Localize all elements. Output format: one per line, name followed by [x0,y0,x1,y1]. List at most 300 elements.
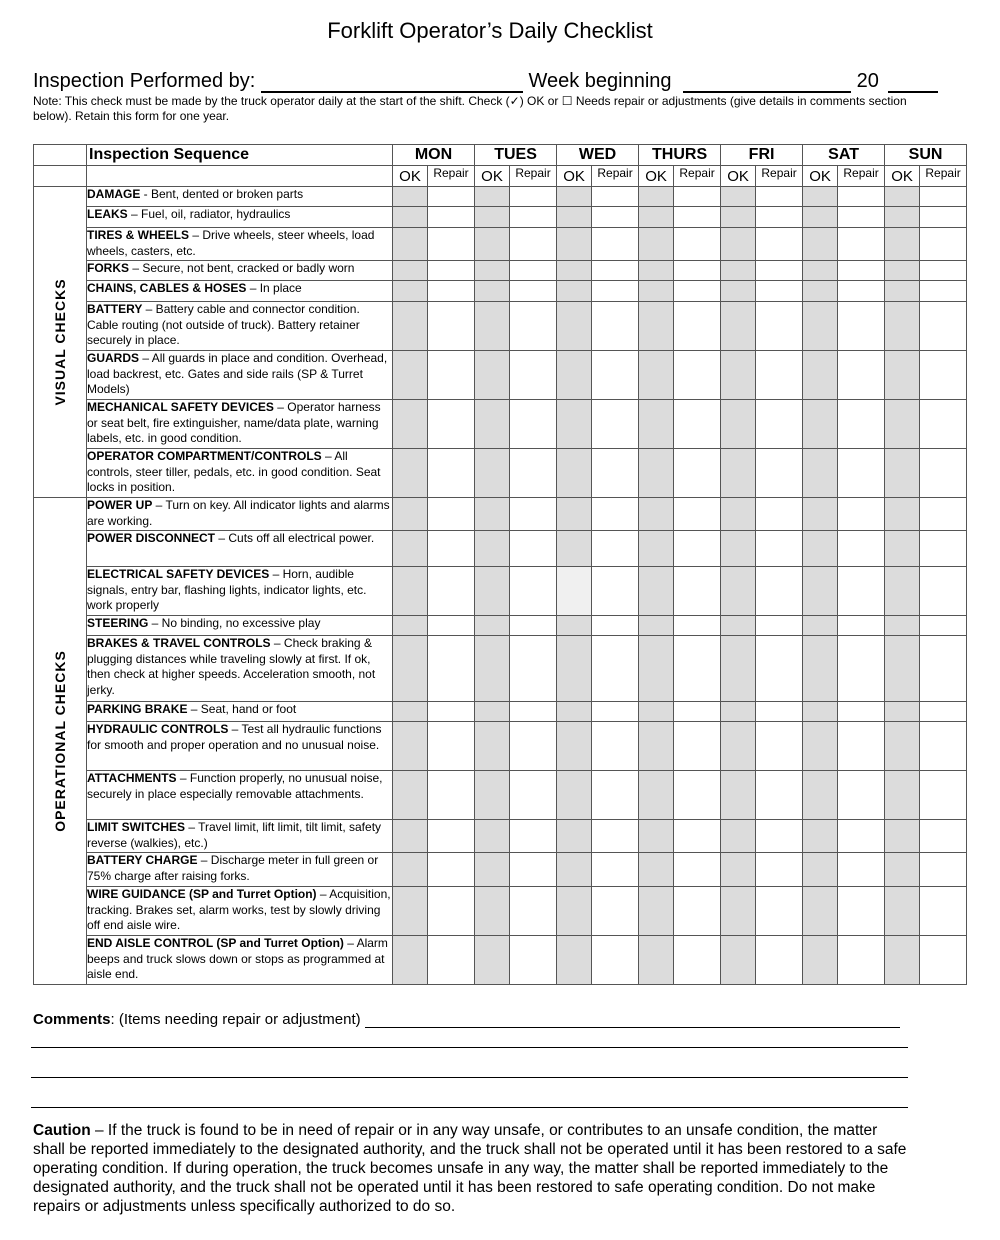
repair-checkbox-cell[interactable] [838,702,885,722]
repair-checkbox-cell[interactable] [674,702,721,722]
ok-checkbox-cell[interactable] [803,281,838,302]
repair-checkbox-cell[interactable] [756,887,803,936]
repair-checkbox-cell[interactable] [756,228,803,261]
repair-checkbox-cell[interactable] [674,820,721,853]
ok-checkbox-cell[interactable] [639,771,674,820]
repair-checkbox-cell[interactable] [674,228,721,261]
repair-checkbox-cell[interactable] [592,722,639,771]
ok-checkbox-cell[interactable] [393,636,428,702]
repair-checkbox-cell[interactable] [756,853,803,887]
repair-checkbox-cell[interactable] [838,400,885,449]
ok-checkbox-cell[interactable] [475,531,510,567]
repair-checkbox-cell[interactable] [674,187,721,207]
repair-checkbox-cell[interactable] [428,531,475,567]
repair-checkbox-cell[interactable] [428,936,475,985]
ok-checkbox-cell[interactable] [393,302,428,351]
repair-checkbox-cell[interactable] [838,351,885,400]
ok-checkbox-cell[interactable] [393,722,428,771]
repair-checkbox-cell[interactable] [920,400,967,449]
ok-checkbox-cell[interactable] [721,702,756,722]
ok-checkbox-cell[interactable] [721,853,756,887]
repair-checkbox-cell[interactable] [920,636,967,702]
repair-checkbox-cell[interactable] [756,261,803,281]
ok-checkbox-cell[interactable] [639,636,674,702]
repair-checkbox-cell[interactable] [838,722,885,771]
repair-checkbox-cell[interactable] [920,936,967,985]
repair-checkbox-cell[interactable] [674,207,721,228]
ok-checkbox-cell[interactable] [475,636,510,702]
repair-checkbox-cell[interactable] [428,887,475,936]
ok-checkbox-cell[interactable] [721,636,756,702]
ok-checkbox-cell[interactable] [721,936,756,985]
ok-checkbox-cell[interactable] [639,449,674,498]
repair-checkbox-cell[interactable] [592,281,639,302]
repair-checkbox-cell[interactable] [592,302,639,351]
ok-checkbox-cell[interactable] [475,400,510,449]
ok-checkbox-cell[interactable] [639,887,674,936]
ok-checkbox-cell[interactable] [639,853,674,887]
ok-checkbox-cell[interactable] [721,887,756,936]
ok-checkbox-cell[interactable] [393,771,428,820]
repair-checkbox-cell[interactable] [674,449,721,498]
repair-checkbox-cell[interactable] [920,302,967,351]
ok-checkbox-cell[interactable] [803,400,838,449]
ok-checkbox-cell[interactable] [885,567,920,616]
ok-checkbox-cell[interactable] [393,853,428,887]
ok-checkbox-cell[interactable] [393,207,428,228]
repair-checkbox-cell[interactable] [592,187,639,207]
ok-checkbox-cell[interactable] [803,820,838,853]
ok-checkbox-cell[interactable] [557,936,592,985]
ok-checkbox-cell[interactable] [721,616,756,636]
repair-checkbox-cell[interactable] [674,853,721,887]
ok-checkbox-cell[interactable] [885,187,920,207]
week-field[interactable] [683,71,851,93]
ok-checkbox-cell[interactable] [803,351,838,400]
ok-checkbox-cell[interactable] [803,853,838,887]
ok-checkbox-cell[interactable] [393,820,428,853]
ok-checkbox-cell[interactable] [885,302,920,351]
repair-checkbox-cell[interactable] [428,449,475,498]
repair-checkbox-cell[interactable] [920,771,967,820]
repair-checkbox-cell[interactable] [428,567,475,616]
repair-checkbox-cell[interactable] [920,722,967,771]
repair-checkbox-cell[interactable] [920,820,967,853]
ok-checkbox-cell[interactable] [557,531,592,567]
ok-checkbox-cell[interactable] [721,498,756,531]
ok-checkbox-cell[interactable] [639,302,674,351]
ok-checkbox-cell[interactable] [557,207,592,228]
ok-checkbox-cell[interactable] [885,636,920,702]
ok-checkbox-cell[interactable] [475,722,510,771]
ok-checkbox-cell[interactable] [639,936,674,985]
repair-checkbox-cell[interactable] [920,228,967,261]
repair-checkbox-cell[interactable] [592,351,639,400]
ok-checkbox-cell[interactable] [885,702,920,722]
ok-checkbox-cell[interactable] [885,449,920,498]
repair-checkbox-cell[interactable] [510,636,557,702]
repair-checkbox-cell[interactable] [510,228,557,261]
ok-checkbox-cell[interactable] [721,722,756,771]
ok-checkbox-cell[interactable] [885,400,920,449]
repair-checkbox-cell[interactable] [756,636,803,702]
repair-checkbox-cell[interactable] [838,498,885,531]
ok-checkbox-cell[interactable] [557,771,592,820]
repair-checkbox-cell[interactable] [510,449,557,498]
repair-checkbox-cell[interactable] [428,228,475,261]
repair-checkbox-cell[interactable] [920,853,967,887]
ok-checkbox-cell[interactable] [639,531,674,567]
repair-checkbox-cell[interactable] [756,567,803,616]
repair-checkbox-cell[interactable] [510,498,557,531]
repair-checkbox-cell[interactable] [592,636,639,702]
ok-checkbox-cell[interactable] [803,771,838,820]
repair-checkbox-cell[interactable] [674,498,721,531]
repair-checkbox-cell[interactable] [510,820,557,853]
repair-checkbox-cell[interactable] [428,820,475,853]
repair-checkbox-cell[interactable] [592,567,639,616]
ok-checkbox-cell[interactable] [721,228,756,261]
ok-checkbox-cell[interactable] [557,853,592,887]
repair-checkbox-cell[interactable] [428,400,475,449]
ok-checkbox-cell[interactable] [557,449,592,498]
ok-checkbox-cell[interactable] [803,636,838,702]
ok-checkbox-cell[interactable] [885,936,920,985]
ok-checkbox-cell[interactable] [885,351,920,400]
ok-checkbox-cell[interactable] [803,567,838,616]
repair-checkbox-cell[interactable] [756,722,803,771]
repair-checkbox-cell[interactable] [428,187,475,207]
repair-checkbox-cell[interactable] [510,853,557,887]
repair-checkbox-cell[interactable] [428,636,475,702]
repair-checkbox-cell[interactable] [592,498,639,531]
repair-checkbox-cell[interactable] [838,449,885,498]
ok-checkbox-cell[interactable] [475,207,510,228]
repair-checkbox-cell[interactable] [838,853,885,887]
ok-checkbox-cell[interactable] [639,702,674,722]
repair-checkbox-cell[interactable] [756,616,803,636]
ok-checkbox-cell[interactable] [557,887,592,936]
repair-checkbox-cell[interactable] [920,449,967,498]
ok-checkbox-cell[interactable] [639,616,674,636]
ok-checkbox-cell[interactable] [803,498,838,531]
ok-checkbox-cell[interactable] [721,567,756,616]
ok-checkbox-cell[interactable] [557,567,592,616]
ok-checkbox-cell[interactable] [475,351,510,400]
repair-checkbox-cell[interactable] [838,228,885,261]
ok-checkbox-cell[interactable] [475,887,510,936]
ok-checkbox-cell[interactable] [475,449,510,498]
comments-line-2[interactable] [31,1047,908,1048]
ok-checkbox-cell[interactable] [475,567,510,616]
ok-checkbox-cell[interactable] [475,936,510,985]
ok-checkbox-cell[interactable] [393,281,428,302]
repair-checkbox-cell[interactable] [920,498,967,531]
repair-checkbox-cell[interactable] [756,400,803,449]
ok-checkbox-cell[interactable] [557,187,592,207]
repair-checkbox-cell[interactable] [920,616,967,636]
repair-checkbox-cell[interactable] [428,616,475,636]
ok-checkbox-cell[interactable] [885,207,920,228]
repair-checkbox-cell[interactable] [756,281,803,302]
ok-checkbox-cell[interactable] [721,261,756,281]
repair-checkbox-cell[interactable] [838,936,885,985]
repair-checkbox-cell[interactable] [920,702,967,722]
ok-checkbox-cell[interactable] [557,302,592,351]
ok-checkbox-cell[interactable] [557,351,592,400]
repair-checkbox-cell[interactable] [510,207,557,228]
ok-checkbox-cell[interactable] [475,228,510,261]
repair-checkbox-cell[interactable] [756,531,803,567]
ok-checkbox-cell[interactable] [639,567,674,616]
ok-checkbox-cell[interactable] [393,187,428,207]
ok-checkbox-cell[interactable] [475,261,510,281]
ok-checkbox-cell[interactable] [393,887,428,936]
ok-checkbox-cell[interactable] [803,722,838,771]
ok-checkbox-cell[interactable] [639,351,674,400]
ok-checkbox-cell[interactable] [803,228,838,261]
repair-checkbox-cell[interactable] [592,820,639,853]
repair-checkbox-cell[interactable] [674,400,721,449]
repair-checkbox-cell[interactable] [756,498,803,531]
ok-checkbox-cell[interactable] [393,616,428,636]
repair-checkbox-cell[interactable] [920,351,967,400]
repair-checkbox-cell[interactable] [838,531,885,567]
repair-checkbox-cell[interactable] [674,302,721,351]
repair-checkbox-cell[interactable] [428,351,475,400]
repair-checkbox-cell[interactable] [592,853,639,887]
ok-checkbox-cell[interactable] [721,281,756,302]
repair-checkbox-cell[interactable] [756,187,803,207]
repair-checkbox-cell[interactable] [674,636,721,702]
repair-checkbox-cell[interactable] [428,853,475,887]
ok-checkbox-cell[interactable] [393,228,428,261]
repair-checkbox-cell[interactable] [920,887,967,936]
repair-checkbox-cell[interactable] [756,302,803,351]
repair-checkbox-cell[interactable] [838,207,885,228]
ok-checkbox-cell[interactable] [885,722,920,771]
ok-checkbox-cell[interactable] [475,187,510,207]
repair-checkbox-cell[interactable] [592,771,639,820]
ok-checkbox-cell[interactable] [557,820,592,853]
repair-checkbox-cell[interactable] [756,820,803,853]
ok-checkbox-cell[interactable] [393,567,428,616]
ok-checkbox-cell[interactable] [557,281,592,302]
repair-checkbox-cell[interactable] [510,771,557,820]
repair-checkbox-cell[interactable] [510,187,557,207]
repair-checkbox-cell[interactable] [428,281,475,302]
ok-checkbox-cell[interactable] [393,400,428,449]
repair-checkbox-cell[interactable] [920,187,967,207]
repair-checkbox-cell[interactable] [592,261,639,281]
repair-checkbox-cell[interactable] [756,771,803,820]
repair-checkbox-cell[interactable] [674,261,721,281]
ok-checkbox-cell[interactable] [557,722,592,771]
ok-checkbox-cell[interactable] [475,616,510,636]
ok-checkbox-cell[interactable] [803,187,838,207]
repair-checkbox-cell[interactable] [428,722,475,771]
ok-checkbox-cell[interactable] [393,449,428,498]
comments-line-4[interactable] [31,1107,908,1108]
ok-checkbox-cell[interactable] [557,636,592,702]
ok-checkbox-cell[interactable] [639,722,674,771]
repair-checkbox-cell[interactable] [428,702,475,722]
repair-checkbox-cell[interactable] [510,887,557,936]
repair-checkbox-cell[interactable] [428,771,475,820]
repair-checkbox-cell[interactable] [838,771,885,820]
ok-checkbox-cell[interactable] [803,261,838,281]
ok-checkbox-cell[interactable] [557,261,592,281]
ok-checkbox-cell[interactable] [803,531,838,567]
ok-checkbox-cell[interactable] [475,281,510,302]
ok-checkbox-cell[interactable] [885,853,920,887]
ok-checkbox-cell[interactable] [803,702,838,722]
repair-checkbox-cell[interactable] [674,281,721,302]
repair-checkbox-cell[interactable] [674,887,721,936]
repair-checkbox-cell[interactable] [674,771,721,820]
repair-checkbox-cell[interactable] [592,936,639,985]
ok-checkbox-cell[interactable] [721,820,756,853]
repair-checkbox-cell[interactable] [592,228,639,261]
ok-checkbox-cell[interactable] [721,351,756,400]
ok-checkbox-cell[interactable] [721,302,756,351]
repair-checkbox-cell[interactable] [428,207,475,228]
ok-checkbox-cell[interactable] [885,261,920,281]
ok-checkbox-cell[interactable] [803,449,838,498]
repair-checkbox-cell[interactable] [838,636,885,702]
repair-checkbox-cell[interactable] [510,936,557,985]
repair-checkbox-cell[interactable] [920,531,967,567]
repair-checkbox-cell[interactable] [674,351,721,400]
ok-checkbox-cell[interactable] [885,531,920,567]
repair-checkbox-cell[interactable] [592,531,639,567]
ok-checkbox-cell[interactable] [639,498,674,531]
repair-checkbox-cell[interactable] [756,351,803,400]
repair-checkbox-cell[interactable] [674,936,721,985]
ok-checkbox-cell[interactable] [557,400,592,449]
ok-checkbox-cell[interactable] [475,302,510,351]
comments-line-3[interactable] [31,1077,908,1078]
ok-checkbox-cell[interactable] [475,820,510,853]
ok-checkbox-cell[interactable] [885,228,920,261]
repair-checkbox-cell[interactable] [756,936,803,985]
ok-checkbox-cell[interactable] [393,261,428,281]
ok-checkbox-cell[interactable] [639,228,674,261]
ok-checkbox-cell[interactable] [393,531,428,567]
ok-checkbox-cell[interactable] [639,187,674,207]
repair-checkbox-cell[interactable] [510,281,557,302]
repair-checkbox-cell[interactable] [838,616,885,636]
ok-checkbox-cell[interactable] [803,616,838,636]
ok-checkbox-cell[interactable] [885,616,920,636]
ok-checkbox-cell[interactable] [639,400,674,449]
repair-checkbox-cell[interactable] [838,567,885,616]
repair-checkbox-cell[interactable] [838,820,885,853]
ok-checkbox-cell[interactable] [557,616,592,636]
repair-checkbox-cell[interactable] [428,498,475,531]
repair-checkbox-cell[interactable] [428,261,475,281]
ok-checkbox-cell[interactable] [803,302,838,351]
ok-checkbox-cell[interactable] [803,207,838,228]
repair-checkbox-cell[interactable] [510,351,557,400]
ok-checkbox-cell[interactable] [885,281,920,302]
ok-checkbox-cell[interactable] [803,936,838,985]
year-field[interactable] [888,71,938,93]
ok-checkbox-cell[interactable] [475,853,510,887]
ok-checkbox-cell[interactable] [885,820,920,853]
repair-checkbox-cell[interactable] [674,531,721,567]
repair-checkbox-cell[interactable] [920,281,967,302]
repair-checkbox-cell[interactable] [920,567,967,616]
repair-checkbox-cell[interactable] [756,702,803,722]
repair-checkbox-cell[interactable] [920,261,967,281]
repair-checkbox-cell[interactable] [510,261,557,281]
repair-checkbox-cell[interactable] [510,616,557,636]
ok-checkbox-cell[interactable] [639,820,674,853]
repair-checkbox-cell[interactable] [838,887,885,936]
ok-checkbox-cell[interactable] [475,498,510,531]
repair-checkbox-cell[interactable] [592,400,639,449]
comments-field[interactable] [365,1013,900,1028]
repair-checkbox-cell[interactable] [510,400,557,449]
repair-checkbox-cell[interactable] [756,449,803,498]
repair-checkbox-cell[interactable] [756,207,803,228]
ok-checkbox-cell[interactable] [393,351,428,400]
ok-checkbox-cell[interactable] [721,531,756,567]
repair-checkbox-cell[interactable] [510,722,557,771]
ok-checkbox-cell[interactable] [557,702,592,722]
repair-checkbox-cell[interactable] [674,722,721,771]
repair-checkbox-cell[interactable] [592,616,639,636]
repair-checkbox-cell[interactable] [592,207,639,228]
ok-checkbox-cell[interactable] [885,887,920,936]
repair-checkbox-cell[interactable] [674,567,721,616]
repair-checkbox-cell[interactable] [838,261,885,281]
repair-checkbox-cell[interactable] [674,616,721,636]
ok-checkbox-cell[interactable] [475,771,510,820]
ok-checkbox-cell[interactable] [639,261,674,281]
ok-checkbox-cell[interactable] [721,207,756,228]
repair-checkbox-cell[interactable] [838,187,885,207]
ok-checkbox-cell[interactable] [393,936,428,985]
repair-checkbox-cell[interactable] [920,207,967,228]
inspector-field[interactable] [261,71,523,93]
ok-checkbox-cell[interactable] [721,400,756,449]
repair-checkbox-cell[interactable] [510,702,557,722]
ok-checkbox-cell[interactable] [557,498,592,531]
repair-checkbox-cell[interactable] [428,302,475,351]
ok-checkbox-cell[interactable] [639,281,674,302]
repair-checkbox-cell[interactable] [592,449,639,498]
ok-checkbox-cell[interactable] [721,187,756,207]
ok-checkbox-cell[interactable] [803,887,838,936]
repair-checkbox-cell[interactable] [838,302,885,351]
ok-checkbox-cell[interactable] [475,702,510,722]
ok-checkbox-cell[interactable] [721,449,756,498]
ok-checkbox-cell[interactable] [885,771,920,820]
ok-checkbox-cell[interactable] [393,498,428,531]
ok-checkbox-cell[interactable] [639,207,674,228]
repair-checkbox-cell[interactable] [510,531,557,567]
ok-checkbox-cell[interactable] [721,771,756,820]
ok-checkbox-cell[interactable] [557,228,592,261]
repair-checkbox-cell[interactable] [592,887,639,936]
repair-checkbox-cell[interactable] [592,702,639,722]
repair-checkbox-cell[interactable] [510,302,557,351]
ok-checkbox-cell[interactable] [885,498,920,531]
ok-checkbox-cell[interactable] [393,702,428,722]
repair-checkbox-cell[interactable] [510,567,557,616]
